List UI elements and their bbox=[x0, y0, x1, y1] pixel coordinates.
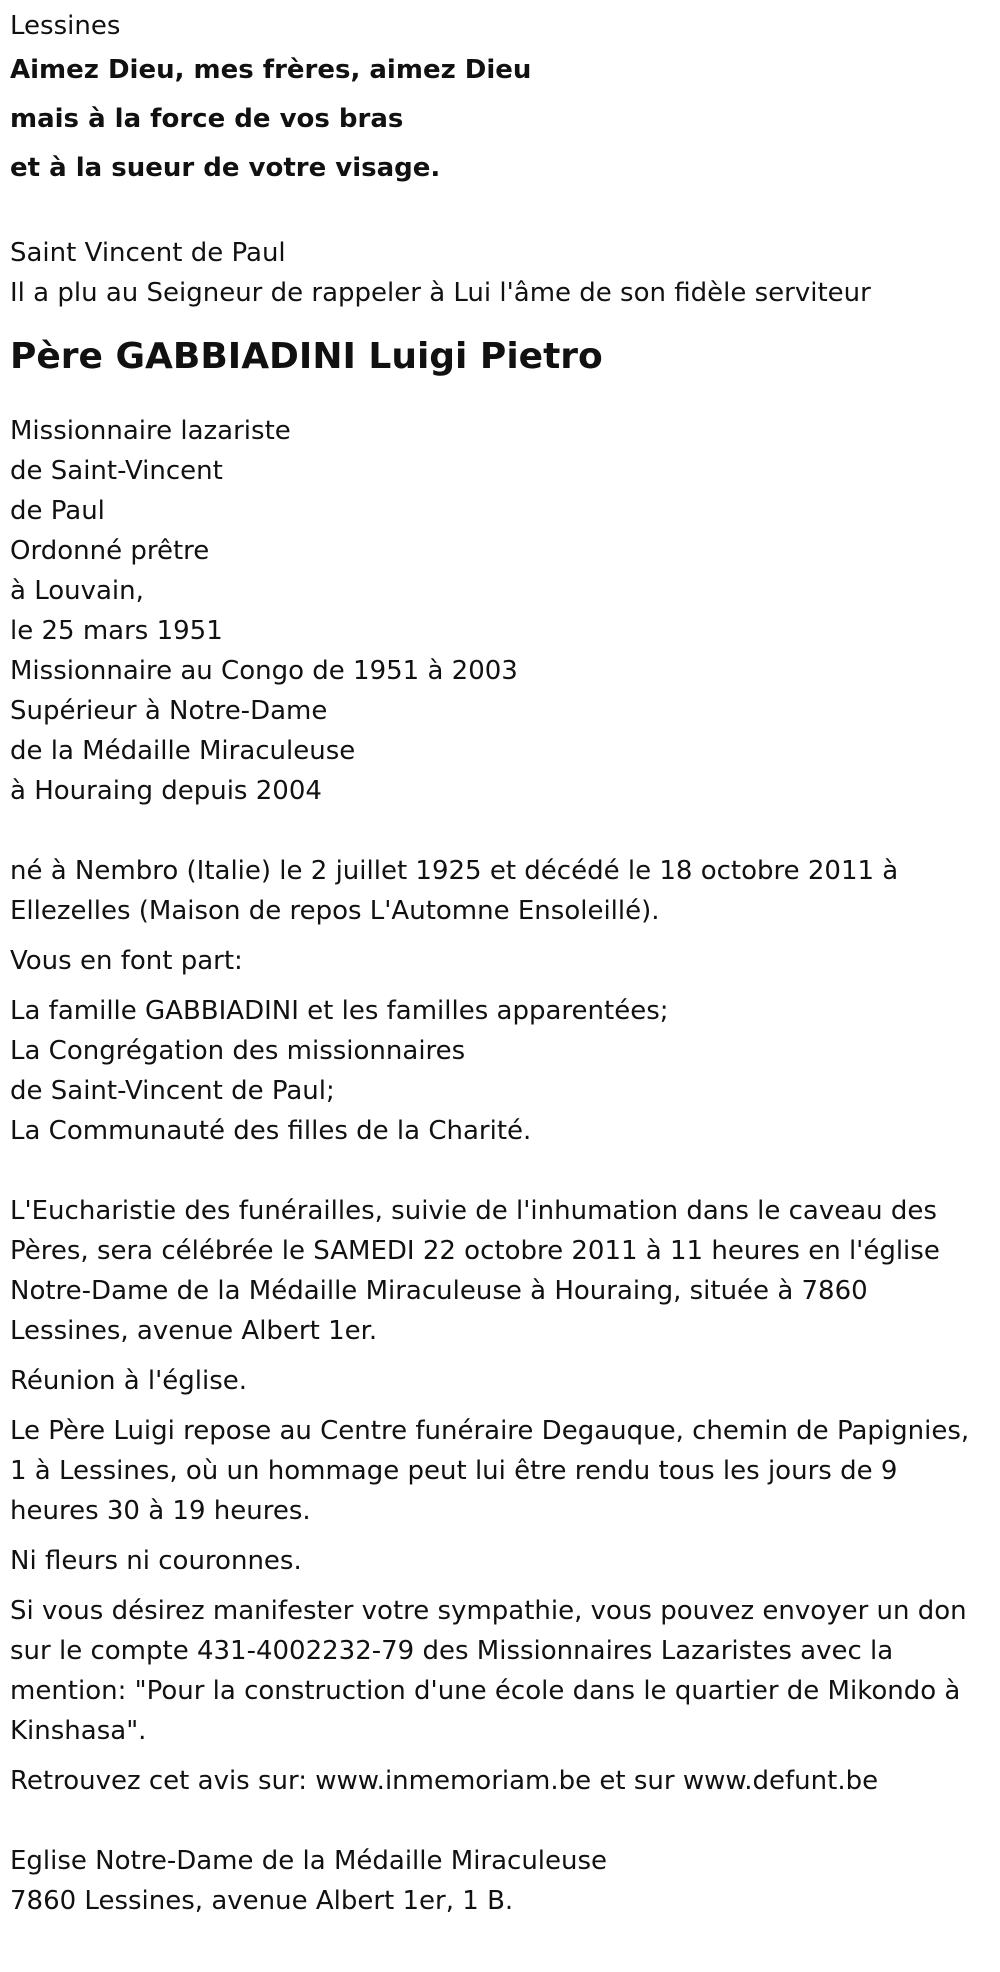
announcer-line: La famille GABBIADINI et les familles apparentées; bbox=[10, 996, 669, 1026]
title-line: Missionnaire au Congo de 1951 à 2003 bbox=[10, 656, 518, 686]
title-line: le 25 mars 1951 bbox=[10, 616, 223, 646]
title-line: Missionnaire lazariste bbox=[10, 416, 291, 446]
title-line: de la Médaille Miraculeuse bbox=[10, 736, 356, 766]
quote-author: Saint Vincent de Paul bbox=[10, 238, 286, 268]
announcer-line: La Congrégation des missionnaires bbox=[10, 1036, 466, 1066]
location: Lessines bbox=[10, 11, 121, 41]
announcer-line: La Communauté des filles de la Charité. bbox=[10, 1116, 532, 1146]
announcers-intro: Vous en font part: bbox=[10, 946, 243, 976]
deceased-name: Père GABBIADINI Luigi Pietro bbox=[10, 336, 603, 377]
funeral-text: L'Eucharistie des funérailles, suivie de l'inhumation dans le caveau des Pères, sera célébrée le SAMEDI 22 octobre 2011 à 11 heures en l'église Notre-Dame de la Médaille Miraculeuse à Houraing, située à 7860 Lessines, avenue Albert 1er. bbox=[10, 1196, 940, 1346]
repose-text: Le Père Luigi repose au Centre funéraire Degauque, chemin de Papignies, 1 à Lessines, où un hommage peut lui être rendu tous les jours de 9 heures 30 à 19 heures. bbox=[10, 1416, 970, 1526]
quote-line: et à la sueur de votre visage. bbox=[10, 153, 441, 183]
church-address bbox=[10, 1841, 1000, 1921]
quote bbox=[10, 46, 1000, 193]
address-line: Eglise Notre-Dame de la Médaille Miraculeuse bbox=[10, 1846, 608, 1876]
announcers-list bbox=[10, 991, 1000, 1151]
donation-text: Si vous désirez manifester votre sympathie, vous pouvez envoyer un don sur le compte 431-4002232-79 des Missionnaires Lazaristes avec la mention: "Pour la construction d'une école dans le quartier de Mikondo à Kinshasa". bbox=[10, 1596, 967, 1746]
title-line: de Paul bbox=[10, 496, 105, 526]
quote-line: Aimez Dieu, mes frères, aimez Dieu bbox=[10, 55, 532, 85]
titles-list bbox=[10, 411, 1000, 811]
address-line: 7860 Lessines, avenue Albert 1er, 1 B. bbox=[10, 1886, 514, 1916]
flowers-text: Ni fleurs ni couronnes. bbox=[10, 1546, 302, 1576]
meeting-text: Réunion à l'église. bbox=[10, 1366, 248, 1396]
title-line: à Houraing depuis 2004 bbox=[10, 776, 322, 806]
birth-death-text: né à Nembro (Italie) le 2 juillet 1925 et décédé le 18 octobre 2011 à Ellezelles (Maison de repos L'Automne Ensoleillé). bbox=[10, 856, 899, 926]
title-line: Ordonné prêtre bbox=[10, 536, 210, 566]
quote-line: mais à la force de vos bras bbox=[10, 104, 404, 134]
intro-text: Il a plu au Seigneur de rappeler à Lui l'âme de son fidèle serviteur bbox=[10, 278, 871, 308]
online-text: Retrouvez cet avis sur: www.inmemoriam.be et sur www.defunt.be bbox=[10, 1766, 879, 1796]
title-line: Supérieur à Notre-Dame bbox=[10, 696, 328, 726]
title-line: de Saint-Vincent bbox=[10, 456, 223, 486]
title-line: à Louvain, bbox=[10, 576, 144, 606]
announcer-line: de Saint-Vincent de Paul; bbox=[10, 1076, 335, 1106]
